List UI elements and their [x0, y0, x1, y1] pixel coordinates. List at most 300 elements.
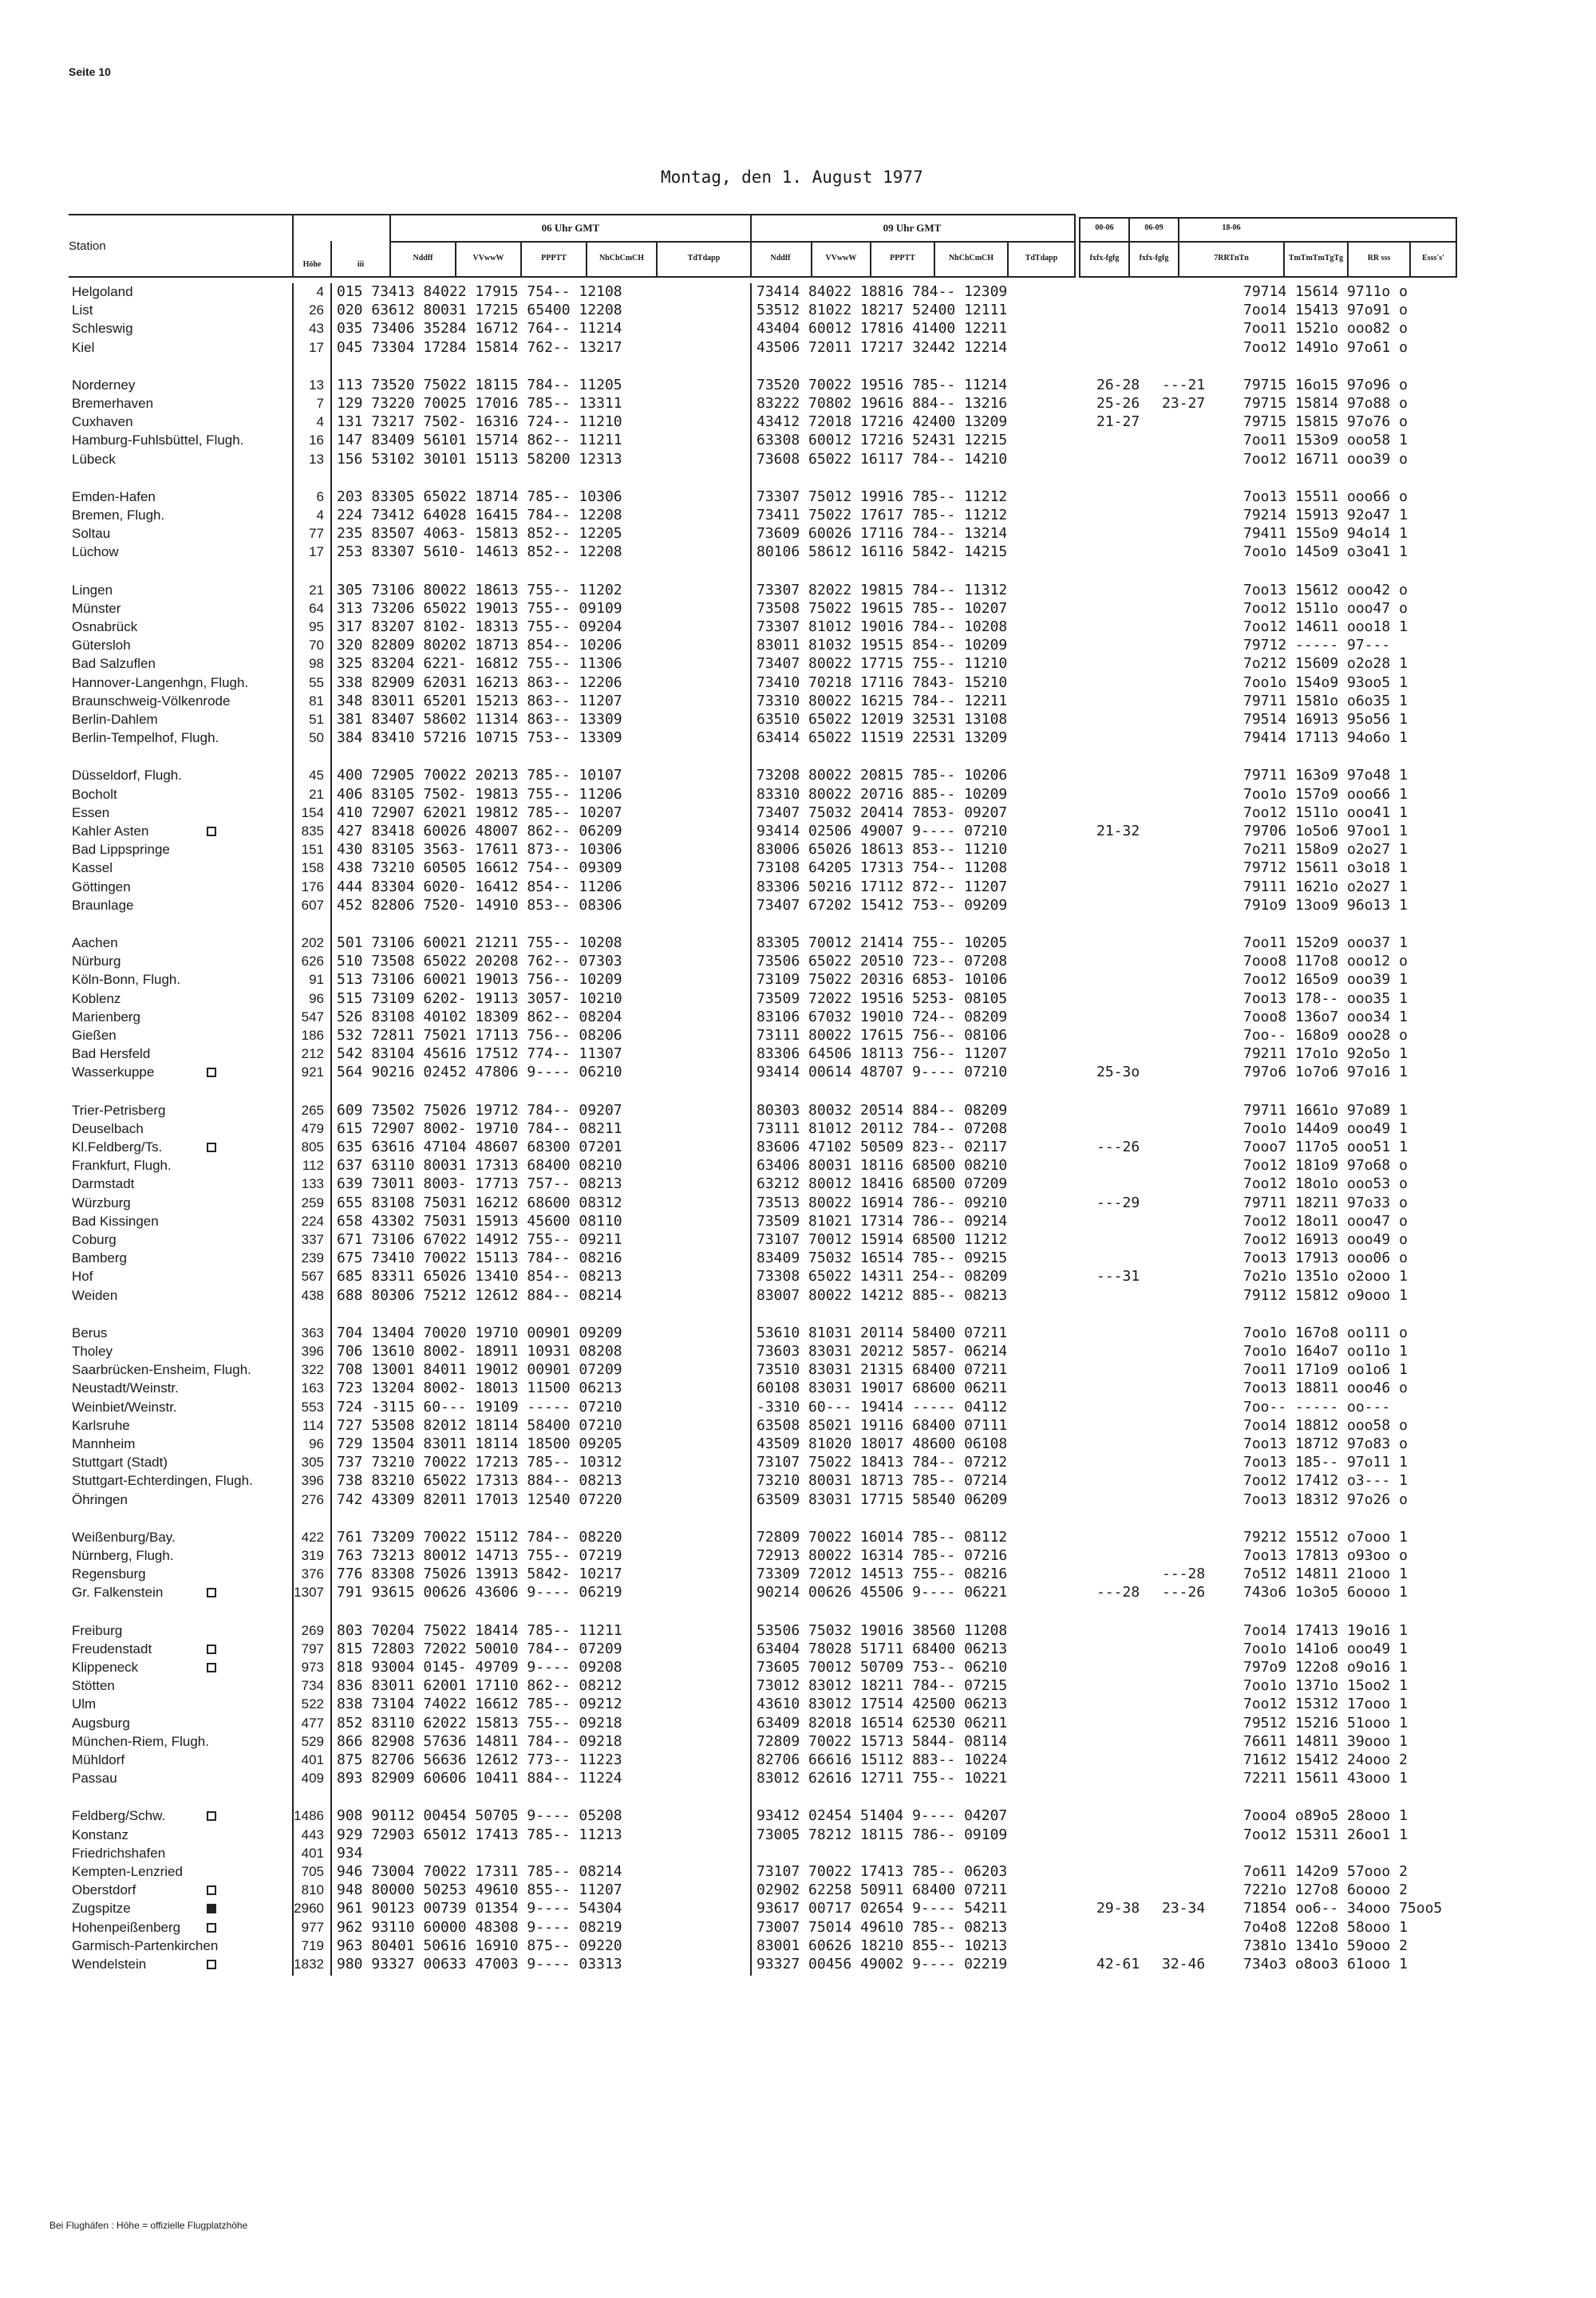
header-clouds-09: NhChCmCH: [948, 254, 994, 263]
header-09-gmt: 09 Uhr GMT: [883, 222, 942, 234]
obs-09-gmt: 73111 80022 17615 756-- 08106: [757, 1027, 1008, 1044]
header-06-gmt: 06 Uhr GMT: [541, 222, 600, 234]
station-name: Klippeneck: [72, 1660, 139, 1675]
square-icon: [207, 1885, 216, 1895]
obs-06-gmt: 338 82909 62031 16213 863-- 12206: [337, 673, 622, 691]
table-row: [0, 320, 1596, 338]
table-row: [0, 1454, 1596, 1471]
extremes-18-06: 7oo13 15612 ooo42 o: [1243, 581, 1408, 598]
obs-06-gmt: 948 80000 50253 49610 855-- 11207: [337, 1881, 622, 1899]
extremes-18-06: 7oo11 153o9 ooo58 1: [1243, 432, 1408, 449]
extremes-18-06: 7oo11 1521o ooo82 o: [1243, 320, 1408, 338]
extremes-18-06: 7oo1o 144o9 ooo49 1: [1243, 1119, 1408, 1137]
gust-00-06: 25-26: [1096, 395, 1140, 412]
extremes-18-06: 7oo13 17813 o93oo o: [1243, 1547, 1408, 1564]
station-name: Stötten: [72, 1678, 115, 1694]
header-ppptt-06: PPPTT: [541, 254, 567, 263]
table-row: [0, 1770, 1596, 1787]
station-height: 337: [301, 1232, 324, 1247]
station-name: Lingen: [72, 582, 113, 598]
obs-09-gmt: 73307 82022 19815 784-- 11312: [757, 581, 1008, 598]
station-height: 176: [301, 879, 324, 894]
station-height: 305: [301, 1455, 324, 1471]
station-name: Passau: [72, 1771, 117, 1787]
obs-09-gmt: 93617 00717 02654 9---- 54211: [757, 1900, 1008, 1917]
header-rr: RR sss: [1367, 254, 1391, 263]
obs-06-gmt: 776 83308 75026 13913 5842- 10217: [337, 1566, 622, 1583]
extremes-18-06: 79715 16o15 97o96 o: [1243, 376, 1408, 393]
station-height: 21: [309, 582, 324, 598]
extremes-18-06: 79711 18211 97o33 o: [1243, 1194, 1408, 1211]
obs-06-gmt: 742 43309 82011 17013 12540 07220: [337, 1491, 622, 1508]
station-name: Bad Lippspringe: [72, 842, 170, 858]
station-name: Kahler Asten: [72, 823, 149, 839]
station-height: 705: [301, 1864, 324, 1879]
station-name: Frankfurt, Flugh.: [72, 1158, 172, 1174]
obs-06-gmt: 963 80401 50616 16910 875-- 09220: [337, 1937, 622, 1954]
extremes-18-06: 7oo11 152o9 ooo37 1: [1243, 934, 1408, 951]
obs-09-gmt: 53512 81022 18217 52400 12111: [757, 302, 1008, 319]
table-row: [0, 1529, 1596, 1546]
obs-09-gmt: 73310 80022 16215 784-- 12211: [757, 692, 1008, 709]
extremes-18-06: 7oo13 15511 ooo66 o: [1243, 488, 1408, 505]
station-name: Stuttgart-Echterdingen, Flugh.: [72, 1473, 253, 1489]
obs-06-gmt: 147 83409 56101 15714 862-- 11211: [337, 432, 622, 449]
extremes-18-06: 79514 16913 95o56 1: [1243, 711, 1408, 728]
table-row: [0, 1268, 1596, 1285]
station-height: 396: [301, 1344, 324, 1359]
station-height: 43: [309, 321, 324, 337]
obs-06-gmt: 381 83407 58602 11314 863-- 13309: [337, 711, 622, 728]
station-height: 91: [309, 972, 324, 988]
extremes-18-06: 71854 oo6-- 34ooo 75oo5: [1243, 1900, 1443, 1917]
extremes-18-06: 79212 15512 o7ooo 1: [1243, 1528, 1408, 1546]
station-name: Kempten-Lenzried: [72, 1864, 183, 1879]
obs-09-gmt: 02902 62258 50911 68400 07211: [757, 1881, 1008, 1899]
obs-09-gmt: 63406 80031 18116 68500 08210: [757, 1157, 1008, 1175]
extremes-18-06: 7oo14 17413 19o16 1: [1243, 1621, 1408, 1639]
extremes-18-06: 7o21o 1351o o2ooo 1: [1243, 1268, 1408, 1285]
table-row: [0, 1435, 1596, 1453]
obs-09-gmt: 63508 85021 19116 68400 07111: [757, 1416, 1008, 1434]
obs-06-gmt: 639 73011 8003- 17713 757-- 08213: [337, 1175, 622, 1193]
obs-09-gmt: 73407 80022 17715 755-- 11210: [757, 655, 1008, 673]
obs-06-gmt: 737 73210 70022 17213 785-- 10312: [337, 1454, 622, 1471]
extremes-18-06: 7oo13 18712 97o83 o: [1243, 1435, 1408, 1452]
table-row: [0, 1491, 1596, 1509]
obs-09-gmt: 90214 00626 45506 9---- 06221: [757, 1584, 1008, 1601]
obs-06-gmt: 818 93004 0145- 49709 9---- 09208: [337, 1659, 622, 1676]
obs-09-gmt: 73108 64205 17313 754-- 11208: [757, 859, 1008, 877]
obs-06-gmt: 156 53102 30101 15113 58200 12313: [337, 450, 622, 468]
extremes-18-06: 76611 14811 39ooo 1: [1243, 1732, 1408, 1750]
table-row: [0, 1845, 1596, 1862]
table-row: [0, 1157, 1596, 1175]
station-height: 567: [301, 1269, 324, 1285]
station-name: Köln-Bonn, Flugh.: [72, 972, 181, 988]
square-icon: [207, 1588, 216, 1597]
obs-09-gmt: 43404 60012 17816 41400 12211: [757, 320, 1008, 338]
station-height: 422: [301, 1529, 324, 1545]
obs-09-gmt: 73506 65022 20510 723-- 07208: [757, 953, 1008, 970]
station-height: 13: [309, 451, 324, 467]
obs-06-gmt: 791 93615 00626 43606 9---- 06219: [337, 1584, 622, 1601]
obs-06-gmt: 675 73410 70022 15113 784-- 08216: [337, 1250, 622, 1267]
station-name: Wendelstein: [72, 1956, 147, 1972]
table-row: [0, 507, 1596, 524]
station-height: 322: [301, 1362, 324, 1378]
extremes-18-06: 7oo12 1491o 97o61 o: [1243, 338, 1408, 356]
table-row: [0, 1120, 1596, 1138]
station-name: Oberstdorf: [72, 1882, 136, 1898]
header-clouds-06: NhChCmCH: [598, 254, 645, 263]
obs-09-gmt: 72809 70022 15713 5844- 08114: [757, 1732, 1008, 1750]
header-vvwww-06: VVwwW: [472, 254, 504, 263]
station-height: 529: [301, 1733, 324, 1749]
station-name: Weiden: [72, 1287, 118, 1303]
obs-06-gmt: 836 83011 62001 17110 862-- 08212: [337, 1677, 622, 1695]
extremes-18-06: 7oo1o 145o9 o3o41 1: [1243, 543, 1408, 561]
obs-09-gmt: 83007 80022 14212 885-- 08213: [757, 1286, 1008, 1304]
station-height: 17: [309, 339, 324, 355]
header-ppptt-09: PPPTT: [890, 254, 915, 263]
station-name: Neustadt/Weinstr.: [72, 1380, 179, 1396]
station-name: Bamberg: [72, 1250, 127, 1266]
obs-06-gmt: 723 13204 8002- 18013 11500 06213: [337, 1380, 622, 1397]
obs-06-gmt: 532 72811 75021 17113 756-- 08206: [337, 1027, 622, 1044]
obs-06-gmt: 224 73412 64028 16415 784-- 12208: [337, 507, 622, 523]
obs-06-gmt: 325 83204 6221- 16812 755-- 11306: [337, 655, 622, 673]
station-height: 186: [301, 1028, 324, 1043]
station-height: 45: [309, 768, 324, 784]
obs-09-gmt: 43509 81020 18017 48600 06108: [757, 1435, 1008, 1452]
table-row: [0, 1566, 1596, 1583]
header-gust-2: fxfx-fgfg: [1139, 254, 1169, 263]
obs-09-gmt: 93414 00614 48707 9---- 07210: [757, 1064, 1008, 1081]
station-name: Münster: [72, 600, 121, 616]
station-height: 259: [301, 1194, 324, 1210]
obs-09-gmt: 73107 70022 17413 785-- 06203: [757, 1863, 1008, 1880]
station-height: 17: [309, 544, 324, 560]
table-row: [0, 1009, 1596, 1026]
gust-00-06: 25-3o: [1096, 1064, 1140, 1081]
station-name: Bremerhaven: [72, 396, 154, 411]
table-row: [0, 1881, 1596, 1899]
obs-09-gmt: 60108 83031 19017 68600 06211: [757, 1380, 1008, 1397]
extremes-18-06: 7ooo8 136o7 ooo34 1: [1243, 1008, 1408, 1025]
obs-09-gmt: 63308 60012 17216 52431 12215: [757, 432, 1008, 449]
obs-06-gmt: 729 13504 83011 18114 18500 09205: [337, 1435, 622, 1452]
station-height: 363: [301, 1325, 324, 1340]
station-name: Darmstadt: [72, 1176, 135, 1192]
station-height: 376: [301, 1566, 324, 1582]
header-temp-max: TmTmTmTgTg: [1288, 254, 1344, 263]
obs-09-gmt: 73107 75022 18413 784-- 07212: [757, 1454, 1008, 1471]
table-row: [0, 283, 1596, 301]
header-td-06: TdTdapp: [687, 254, 721, 263]
extremes-18-06: 79214 15913 92o47 1: [1243, 507, 1408, 523]
obs-09-gmt: 73520 70022 19516 785-- 11214: [757, 376, 1008, 393]
extremes-18-06: 734o3 o8oo3 61ooo 1: [1243, 1956, 1408, 1972]
station-name: Hof: [72, 1269, 93, 1285]
extremes-18-06: 79706 1o5o6 97oo1 1: [1243, 823, 1408, 839]
extremes-18-06: 7oo1o 154o9 93oo5 1: [1243, 673, 1408, 691]
obs-09-gmt: 80303 80032 20514 884-- 08209: [757, 1101, 1008, 1119]
obs-09-gmt: 73309 72012 14513 755-- 08216: [757, 1566, 1008, 1583]
obs-09-gmt: 83001 60626 18210 855-- 10213: [757, 1937, 1008, 1954]
station-name: Bad Hersfeld: [72, 1046, 151, 1062]
extremes-18-06: 79112 15812 o9ooo 1: [1243, 1286, 1408, 1304]
square-icon: [207, 1960, 216, 1969]
obs-09-gmt: 73508 75022 19615 785-- 10207: [757, 599, 1008, 617]
extremes-18-06: 7oo13 18811 ooo46 o: [1243, 1380, 1408, 1397]
gust-00-06: ---26: [1096, 1139, 1140, 1155]
table-row: [0, 1045, 1596, 1063]
station-height: 977: [301, 1919, 324, 1935]
extremes-18-06: 7oo12 16913 ooo49 o: [1243, 1231, 1408, 1248]
obs-09-gmt: 83012 62616 12711 755-- 10221: [757, 1770, 1008, 1787]
extremes-18-06: 7oo11 171o9 oo1o6 1: [1243, 1361, 1408, 1379]
obs-09-gmt: 43506 72011 17217 32442 12214: [757, 338, 1008, 356]
obs-09-gmt: 73007 75014 49610 785-- 08213: [757, 1918, 1008, 1936]
table-row: [0, 1584, 1596, 1601]
station-height: 64: [309, 600, 324, 616]
station-name: Emden-Hafen: [72, 488, 156, 504]
station-height: 805: [301, 1139, 324, 1155]
obs-09-gmt: 73414 84022 18816 784-- 12309: [757, 283, 1008, 300]
station-name: Tholey: [72, 1344, 113, 1359]
extremes-18-06: 79714 15614 9711o o: [1243, 283, 1408, 300]
gust-06-09: ---26: [1162, 1584, 1206, 1601]
table-row: [0, 582, 1596, 599]
station-height: 224: [301, 1213, 324, 1229]
station-name: Berus: [72, 1325, 108, 1340]
extremes-18-06: 743o6 1o3o5 6oooo 1: [1243, 1584, 1408, 1601]
station-height: 13: [309, 377, 324, 393]
extremes-18-06: 7oo12 18o1o ooo53 o: [1243, 1175, 1408, 1193]
obs-06-gmt: 615 72907 8002- 19710 784-- 08211: [337, 1119, 622, 1137]
obs-06-gmt: 763 73213 80012 14713 755-- 07219: [337, 1547, 622, 1564]
table-row: [0, 823, 1596, 840]
extremes-18-06: 7oo12 1511o ooo41 1: [1243, 804, 1408, 821]
obs-09-gmt: 73109 75022 20316 6853- 10106: [757, 971, 1008, 989]
station-name: Osnabrück: [72, 619, 138, 634]
table-row: [0, 1250, 1596, 1267]
obs-09-gmt: 73509 81021 17314 786-- 09214: [757, 1212, 1008, 1230]
extremes-18-06: 7oo-- ----- oo---: [1243, 1398, 1391, 1416]
gust-00-06: 26-28: [1096, 376, 1140, 393]
station-height: 158: [301, 860, 324, 876]
station-name: Bocholt: [72, 786, 117, 802]
header-station: Station: [69, 239, 106, 253]
station-height: 1307: [294, 1585, 324, 1601]
station-name: Nürnberg, Flugh.: [72, 1548, 174, 1563]
station-name: Freudenstadt: [72, 1641, 152, 1656]
station-height: 133: [301, 1176, 324, 1192]
obs-09-gmt: 83106 67032 19010 724-- 08209: [757, 1008, 1008, 1025]
obs-06-gmt: 410 72907 62021 19812 785-- 10207: [337, 804, 622, 821]
station-name: Augsburg: [72, 1715, 130, 1731]
obs-06-gmt: 724 -3115 60--- 19109 ----- 07210: [337, 1398, 622, 1416]
station-height: 96: [309, 990, 324, 1006]
extremes-18-06: 79414 17113 94o6o 1: [1243, 729, 1408, 747]
obs-06-gmt: 727 53508 82012 18114 58400 07210: [337, 1416, 622, 1434]
gust-00-06: 21-32: [1096, 823, 1140, 839]
station-height: 921: [301, 1064, 324, 1080]
obs-09-gmt: 80106 58612 16116 5842- 14215: [757, 543, 1008, 561]
obs-06-gmt: 961 90123 00739 01354 9---- 54304: [337, 1900, 622, 1917]
table-row: [0, 767, 1596, 784]
obs-09-gmt: 83011 81032 19515 854-- 10209: [757, 637, 1008, 654]
square-icon: [207, 1143, 216, 1152]
obs-09-gmt: 73307 81012 19016 784-- 10208: [757, 618, 1008, 635]
station-name: Regensburg: [72, 1566, 146, 1582]
obs-06-gmt: 313 73206 65022 19013 755-- 09109: [337, 599, 622, 617]
table-row: [0, 1102, 1596, 1119]
table-row: [0, 395, 1596, 413]
obs-09-gmt: 93412 02454 51404 9---- 04207: [757, 1807, 1008, 1825]
extremes-18-06: 79711 163o9 97o48 1: [1243, 767, 1408, 784]
table-row: [0, 1863, 1596, 1881]
square-icon: [207, 1645, 216, 1654]
obs-09-gmt: 63510 65022 12019 32531 13108: [757, 711, 1008, 728]
station-height: 409: [301, 1771, 324, 1787]
obs-06-gmt: 400 72905 70022 20213 785-- 10107: [337, 767, 622, 784]
station-height: 114: [302, 1417, 324, 1433]
gust-00-06: ---28: [1096, 1584, 1140, 1601]
obs-09-gmt: 63509 83031 17715 58540 06209: [757, 1491, 1008, 1508]
obs-06-gmt: 438 73210 60505 16612 754-- 09309: [337, 859, 622, 877]
extremes-18-06: 79111 1621o o2o27 1: [1243, 878, 1408, 895]
table-row: [0, 971, 1596, 989]
extremes-18-06: 791o9 13oo9 96o13 1: [1243, 896, 1408, 914]
table-row: [0, 1937, 1596, 1955]
obs-09-gmt: 83310 80022 20716 885-- 10209: [757, 785, 1008, 803]
extremes-18-06: 79712 ----- 97---: [1243, 637, 1391, 654]
obs-09-gmt: 93327 00456 49002 9---- 02219: [757, 1956, 1008, 1972]
table-row: [0, 543, 1596, 561]
obs-06-gmt: 305 73106 80022 18613 755-- 11202: [337, 581, 622, 598]
obs-06-gmt: 609 73502 75026 19712 784-- 09207: [337, 1101, 622, 1119]
extremes-18-06: 7ooo4 o89o5 28ooo 1: [1243, 1807, 1408, 1825]
square-icon: [207, 1811, 216, 1821]
page-number: Seite 10: [69, 65, 111, 78]
table-row: [0, 1547, 1596, 1565]
station-height: 607: [301, 897, 324, 913]
extremes-18-06: 7oo13 17913 ooo06 o: [1243, 1250, 1408, 1267]
obs-09-gmt: -3310 60--- 19414 ----- 04112: [757, 1398, 1008, 1416]
table-row: [0, 1287, 1596, 1305]
table-row: [0, 1231, 1596, 1249]
station-name: Gr. Falkenstein: [72, 1585, 164, 1601]
gust-00-06: ---31: [1096, 1268, 1140, 1285]
station-height: 77: [309, 526, 324, 542]
extremes-18-06: 7oo12 15312 17ooo 1: [1243, 1696, 1408, 1713]
table-row: [0, 711, 1596, 728]
extremes-18-06: 7oo1o 1371o 15oo2 1: [1243, 1677, 1408, 1695]
obs-09-gmt: 83409 75032 16514 785-- 09215: [757, 1250, 1008, 1267]
station-name: Berlin-Dahlem: [72, 712, 158, 727]
obs-09-gmt: 83222 70802 19616 884-- 13216: [757, 395, 1008, 412]
extremes-18-06: 79211 17o1o 92o5o 1: [1243, 1045, 1408, 1063]
station-height: 55: [309, 674, 324, 690]
square-icon: [207, 1663, 216, 1672]
obs-06-gmt: 526 83108 40102 18309 862-- 08204: [337, 1008, 622, 1025]
station-height: 26: [309, 302, 324, 318]
extremes-18-06: 7221o 127o8 6oooo 2: [1243, 1881, 1408, 1899]
station-height: 265: [301, 1102, 324, 1118]
table-row: [0, 1919, 1596, 1937]
extremes-18-06: 79512 15216 51ooo 1: [1243, 1714, 1408, 1731]
obs-06-gmt: 542 83104 45616 17512 774-- 11307: [337, 1045, 622, 1063]
gust-00-06: 21-27: [1096, 413, 1140, 431]
header-nddff-06: Nddff: [413, 254, 433, 263]
station-name: Cuxhaven: [72, 414, 133, 430]
table-row: [0, 1900, 1596, 1917]
table-row: [0, 1807, 1596, 1825]
extremes-18-06: 7o611 142o9 57ooo 2: [1243, 1863, 1408, 1880]
station-height: 479: [301, 1120, 324, 1136]
extremes-18-06: 7oo12 18o11 ooo47 o: [1243, 1212, 1408, 1230]
station-height: 81: [309, 693, 324, 709]
station-height: 202: [301, 935, 324, 950]
obs-06-gmt: 962 93110 60000 48308 9---- 08219: [337, 1918, 622, 1936]
station-name: Essen: [72, 804, 110, 820]
station-name: Wasserkuppe: [72, 1064, 155, 1080]
header-iii: iii: [357, 260, 365, 269]
obs-09-gmt: 73513 80022 16914 786-- 09210: [757, 1194, 1008, 1211]
extremes-18-06: 7o512 14811 21ooo 1: [1243, 1566, 1408, 1583]
obs-06-gmt: 738 83210 65022 17313 884-- 08213: [337, 1472, 622, 1490]
obs-06-gmt: 980 93327 00633 47003 9---- 03313: [337, 1956, 622, 1972]
table-row: [0, 432, 1596, 449]
obs-09-gmt: 73308 65022 14311 254-- 08209: [757, 1268, 1008, 1285]
obs-06-gmt: 253 83307 5610- 14613 852-- 12208: [337, 543, 622, 561]
station-name: Lübeck: [72, 451, 116, 467]
obs-06-gmt: 501 73106 60021 21211 755-- 10208: [337, 934, 622, 951]
station-height: 734: [301, 1678, 324, 1694]
station-name: Weinbiet/Weinstr.: [72, 1399, 177, 1415]
table-row: [0, 1751, 1596, 1769]
station-height: 522: [301, 1696, 324, 1712]
obs-06-gmt: 658 43302 75031 15913 45600 08110: [337, 1212, 622, 1230]
table-row: [0, 897, 1596, 914]
station-height: 239: [301, 1250, 324, 1266]
table-row: [0, 1696, 1596, 1713]
table-row: [0, 1175, 1596, 1193]
obs-06-gmt: 564 90216 02452 47806 9---- 06210: [337, 1064, 622, 1081]
station-height: 4: [316, 414, 324, 430]
extremes-18-06: 7oo12 165o9 ooo39 1: [1243, 971, 1408, 989]
obs-09-gmt: 63404 78028 51711 68400 06213: [757, 1640, 1008, 1657]
obs-06-gmt: 655 83108 75031 16212 68600 08312: [337, 1194, 622, 1211]
obs-06-gmt: 852 83110 62022 15813 755-- 09218: [337, 1714, 622, 1731]
table-row: [0, 655, 1596, 673]
extremes-18-06: 7o211 158o9 o2o27 1: [1243, 841, 1408, 859]
station-height: 276: [301, 1491, 324, 1507]
header-gust-1: fxfx-fgfg: [1089, 254, 1120, 263]
station-height: 6: [316, 488, 324, 504]
extremes-18-06: 71612 15412 24ooo 2: [1243, 1751, 1408, 1768]
obs-06-gmt: 444 83304 6020- 16412 854-- 11206: [337, 878, 622, 895]
station-name: Bremen, Flugh.: [72, 507, 165, 523]
height-separator: [292, 283, 294, 1976]
extremes-18-06: 79715 15815 97o76 o: [1243, 413, 1408, 431]
gmt-separator: [750, 283, 752, 1976]
obs-09-gmt: 73510 83031 21315 68400 07211: [757, 1361, 1008, 1379]
station-name: Freiburg: [72, 1622, 123, 1638]
station-height: 973: [301, 1660, 324, 1675]
